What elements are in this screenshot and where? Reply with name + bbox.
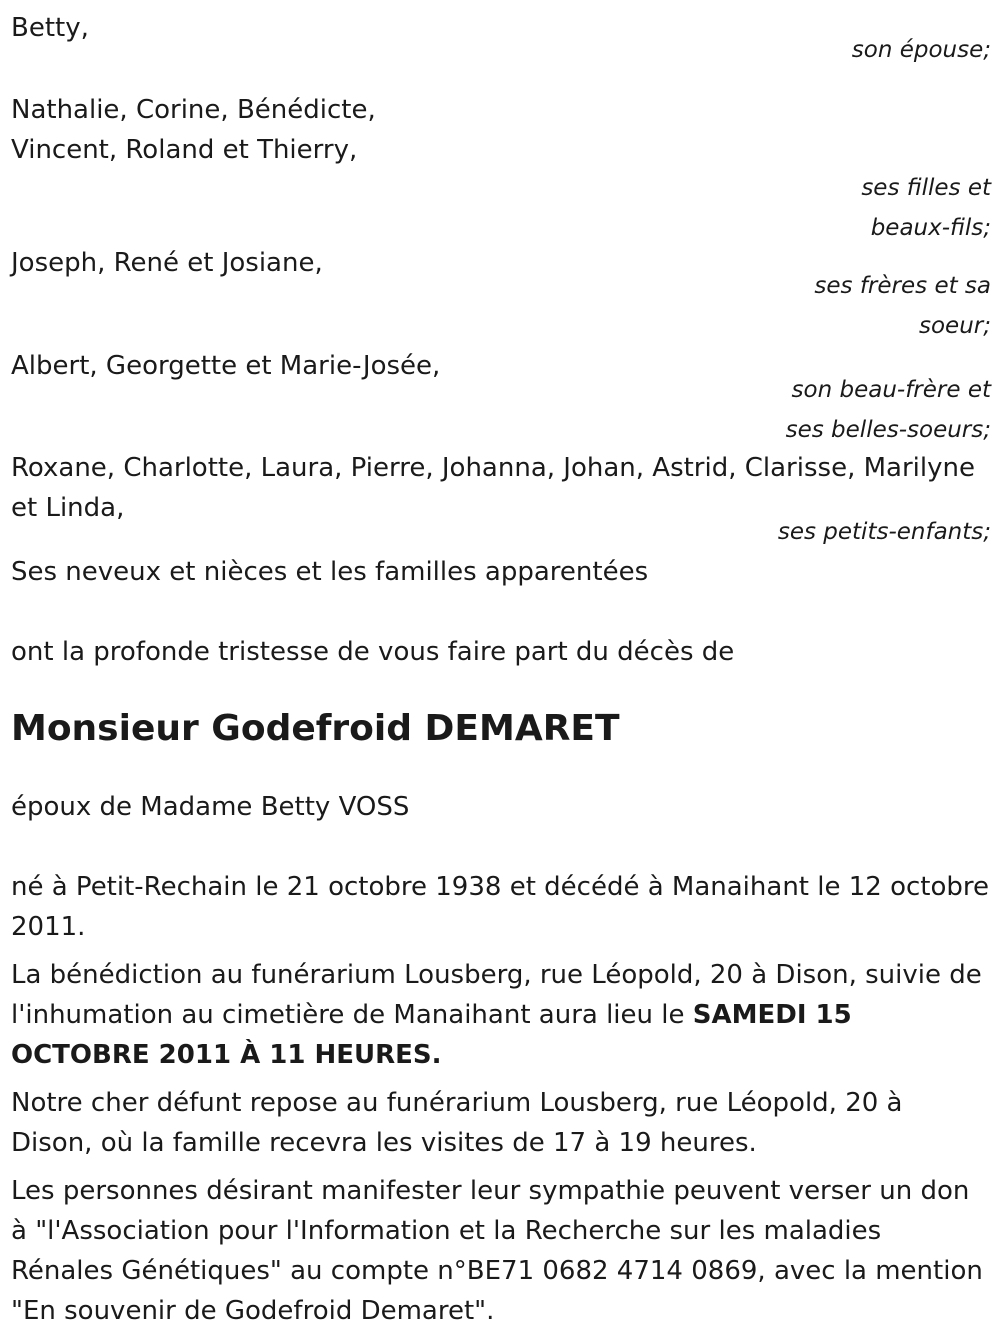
deceased-spouse-line: époux de Madame Betty VOSS <box>11 792 410 822</box>
ceremony-text: La bénédiction au funérarium Lousberg, rue Léopold, 20 à Dison, suivie de l'inhumation au cimetière de Manaihant aura lieu le <box>11 960 982 1030</box>
grandchildren-relation: ses petits-enfants; <box>777 519 991 545</box>
ceremony-date: SAMEDI 15 OCTOBRE 2011 À 11 HEURES. <box>11 1000 852 1070</box>
children-line-2: Vincent, Roland et Thierry, <box>11 135 358 165</box>
ceremony-details <box>11 955 991 1075</box>
in-laws-relation-line-1: son beau-frère et <box>791 377 991 403</box>
siblings-relation-line-1: ses frères et sa <box>814 273 991 299</box>
deceased-name: Monsieur Godefroid DEMARET <box>11 708 620 749</box>
spouse-relation: son épouse; <box>851 37 991 63</box>
in-laws: Albert, Georgette et Marie-Josée, <box>11 351 441 381</box>
extended-family: Ses neveux et nièces et les familles apparentées <box>11 557 649 587</box>
spouse-name: Betty, <box>11 13 89 43</box>
in-laws-relation-line-2: ses belles-soeurs; <box>785 417 991 443</box>
visitation: Notre cher défunt repose au funérarium Lousberg, rue Léopold, 20 à Dison, où la famille recevra les visites de 17 à 19 heures. <box>11 1088 903 1158</box>
obituary-notice <box>11 8 991 1331</box>
children-relation-line-2: beaux-fils; <box>870 215 991 241</box>
children-line-1: Nathalie, Corine, Bénédicte, <box>11 95 376 125</box>
birth-death: né à Petit-Rechain le 21 octobre 1938 et décédé à Manaihant le 12 octobre 2011. <box>11 872 990 942</box>
children-relation-line-1: ses filles et <box>861 175 991 201</box>
siblings: Joseph, René et Josiane, <box>11 248 323 278</box>
grandchildren: Roxane, Charlotte, Laura, Pierre, Johanna, Johan, Astrid, Clarisse, Marilyne et Linda, <box>11 453 975 523</box>
announcement: ont la profonde tristesse de vous faire part du décès de <box>11 637 735 667</box>
siblings-relation-line-2: soeur; <box>919 313 991 339</box>
donation: Les personnes désirant manifester leur sympathie peuvent verser un don à "l'Association pour l'Information et la Recherche sur les maladies Rénales Génétiques" au compte n°BE71 0682 4714 0869, avec la mention "En souvenir de Godefroid Demaret". <box>11 1176 983 1326</box>
